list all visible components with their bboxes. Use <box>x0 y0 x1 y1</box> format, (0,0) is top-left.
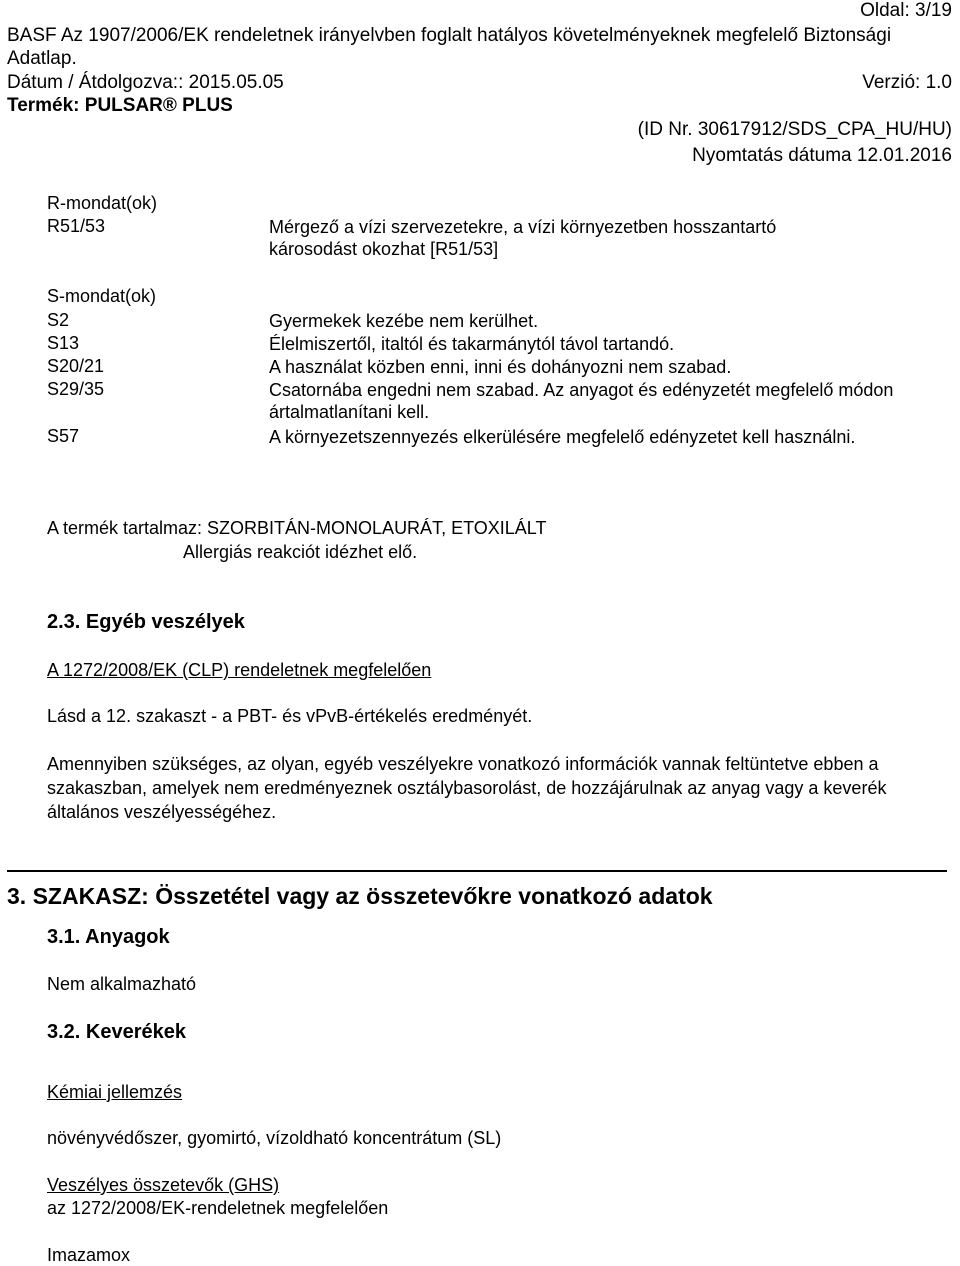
header-title-line1: BASF Az 1907/2006/EK rendeletnek irányelvben foglalt hatályos követelményeknek megfelelő Biztonsági <box>7 25 892 46</box>
hazardous-components-heading: Veszélyes összetevők (GHS) <box>47 1175 280 1195</box>
r-phrases-heading: R-mondat(ok) <box>47 193 158 213</box>
contains-text: A termék tartalmaz: SZORBITÁN-MONOLAURÁT, ETOXILÁLT <box>47 518 547 538</box>
pbt-reference: Lásd a 12. szakaszt - a PBT- és vPvB-értékelés eredményét. <box>47 706 533 726</box>
substances-text: Nem alkalmazható <box>47 974 197 994</box>
s-phrase-code: S29/35 <box>47 379 105 399</box>
section-3-1-title: 3.1. Anyagok <box>47 926 170 948</box>
chemical-characterization-heading: Kémiai jellemzés <box>47 1082 183 1102</box>
page-number: Oldal: 3/19 <box>860 0 952 21</box>
s-phrase-code: S57 <box>47 426 80 446</box>
section-3-title: 3. SZAKASZ: Összetétel vagy az összetevőkre vonatkozó adatok <box>7 883 713 909</box>
section-3-2-title: 3.2. Keverékek <box>47 1021 187 1043</box>
hazardous-components-subheading: az 1272/2008/EK-rendeletnek megfelelően <box>47 1198 389 1218</box>
revision-date: Dátum / Átdolgozva:: 2015.05.05 <box>7 72 284 93</box>
s-phrases-heading: S-mondat(ok) <box>47 286 157 306</box>
chemical-characterization-text: növényvédőszer, gyomirtó, vízoldható koncentrátum (SL) <box>47 1128 502 1148</box>
document-id: (ID Nr. 30617912/SDS_CPA_HU/HU) <box>637 119 952 140</box>
header-title-line2: Adatlap. <box>7 48 77 69</box>
section-divider <box>7 870 947 872</box>
s-phrase-code: S20/21 <box>47 356 105 376</box>
s-phrase-text: Élelmiszertől, italtól és takarmánytól távol tartandó. <box>269 334 675 354</box>
other-hazards-info: Amennyiben szükséges, az olyan, egyéb veszélyekre vonatkozó információk vannak feltüntetve ebben a szakaszban, amelyek nem eredményeznek osztálybasorolást, de hozzájárulnak az anyag vagy a keverék általános veszélyességéhez. <box>47 754 887 822</box>
component-name: Imazamox <box>47 1245 131 1265</box>
version: Verzió: 1.0 <box>862 72 952 93</box>
s-phrase-code: S2 <box>47 310 70 330</box>
allergy-note: Allergiás reakciót idézhet elő. <box>183 542 418 562</box>
r-phrase-code: R51/53 <box>47 216 106 236</box>
s-phrase-code: S13 <box>47 333 80 353</box>
print-date: Nyomtatás dátuma 12.01.2016 <box>692 145 952 166</box>
s-phrase-text: Gyermekek kezébe nem kerülhet. <box>269 311 539 331</box>
product-name: Termék: PULSAR® PLUS <box>7 95 233 116</box>
s-phrase-text: A használat közben enni, inni és dohányozni nem szabad. <box>269 357 732 377</box>
s-phrase-text: Csatornába engedni nem szabad. Az anyagot és edényzetét megfelelő módon ártalmatlanítani kell. <box>269 380 894 422</box>
r-phrase-text: Mérgező a vízi szervezetekre, a vízi környezetben hosszantartó károsodást okozhat [R51/53] <box>269 217 777 259</box>
clp-heading: A 1272/2008/EK (CLP) rendeletnek megfelelően <box>47 660 432 680</box>
section-2-3-title: 2.3. Egyéb veszélyek <box>47 611 245 633</box>
s-phrase-text: A környezetszennyezés elkerülésére megfelelő edényzetet kell használni. <box>269 427 856 447</box>
